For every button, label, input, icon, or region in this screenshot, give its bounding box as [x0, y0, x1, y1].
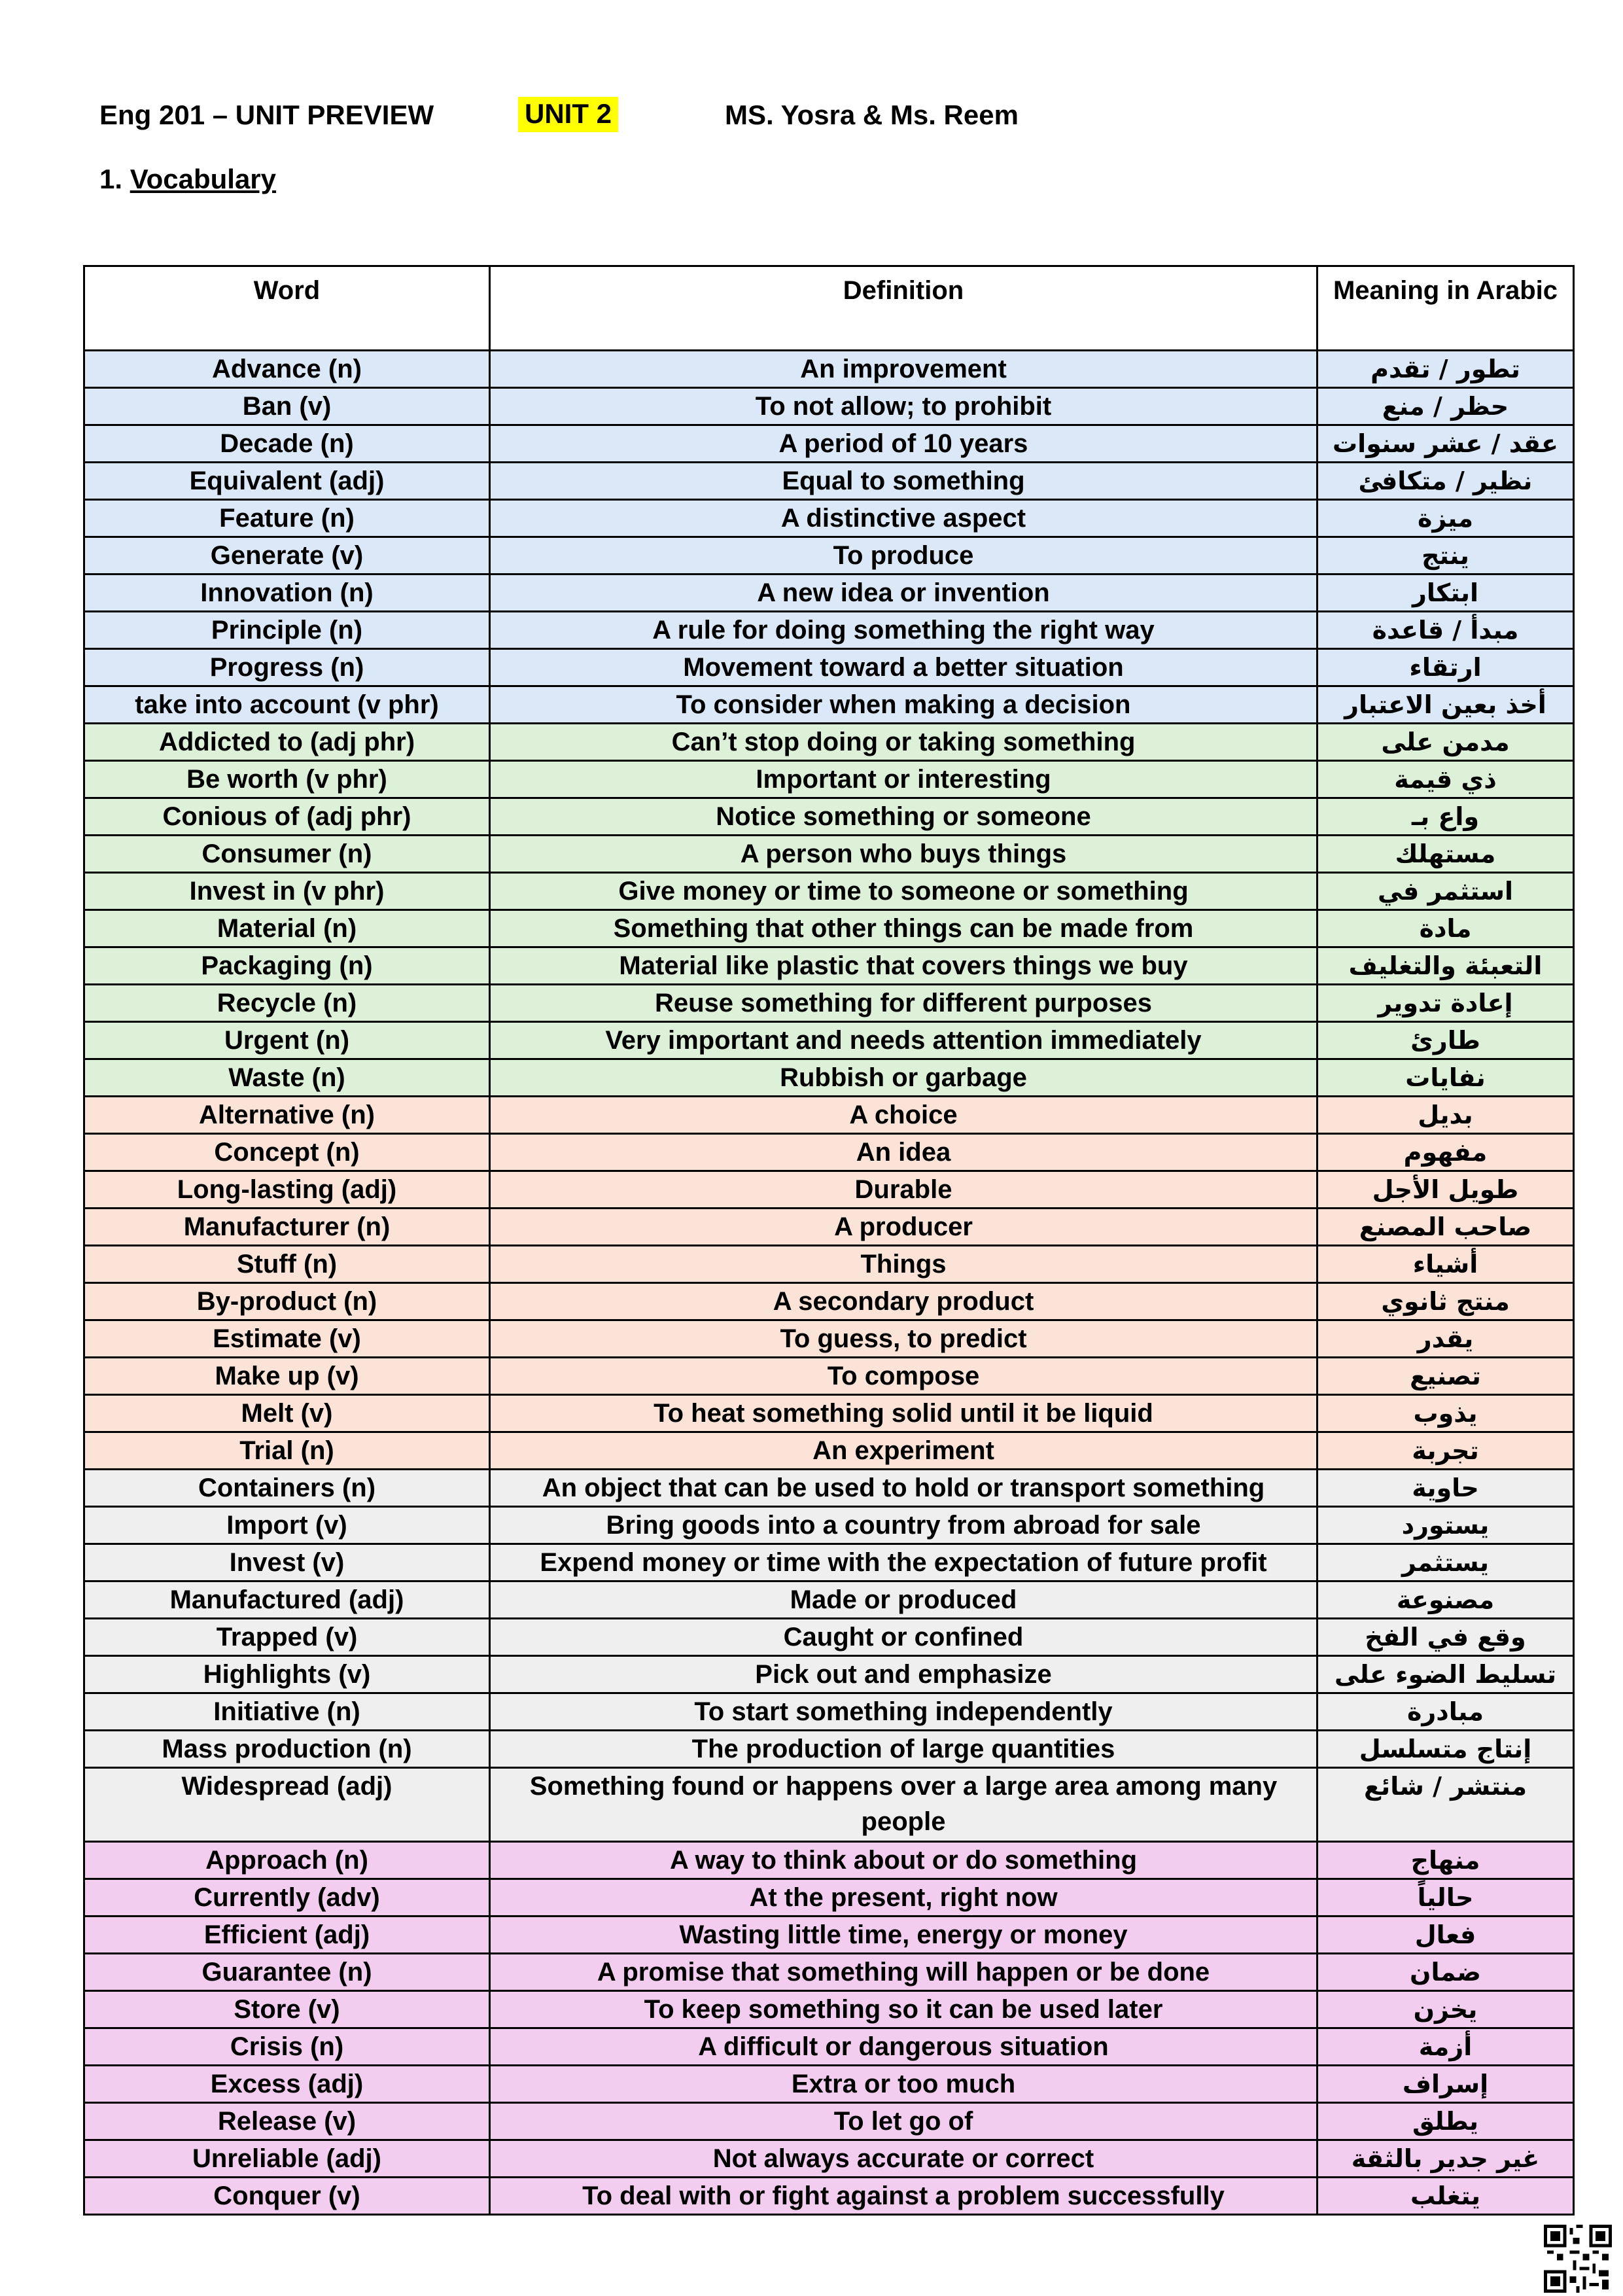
word-cell: Trapped (v)	[84, 1619, 490, 1656]
arabic-meaning-cell: نظير / متكافئ	[1318, 463, 1574, 500]
table-row	[84, 574, 1574, 612]
word-cell: Initiative (n)	[84, 1693, 490, 1731]
arabic-meaning-cell: حاوية	[1318, 1470, 1574, 1507]
definition-cell: An experiment	[490, 1432, 1318, 1470]
table-row	[84, 947, 1574, 985]
table-row	[84, 1619, 1574, 1656]
word-cell: Alternative (n)	[84, 1097, 490, 1134]
definition-cell: A person who buys things	[490, 836, 1318, 873]
definition-cell: To let go of	[490, 2103, 1318, 2140]
table-row	[84, 1693, 1574, 1731]
arabic-meaning-cell: منتج ثانوي	[1318, 1283, 1574, 1320]
arabic-meaning-cell: ذي قيمة	[1318, 761, 1574, 798]
definition-cell: To guess, to predict	[490, 1320, 1318, 1358]
definition-cell: Things	[490, 1246, 1318, 1283]
table-row	[84, 1395, 1574, 1432]
word-cell: Decade (n)	[84, 425, 490, 463]
word-cell: Invest in (v phr)	[84, 873, 490, 910]
table-row	[84, 1916, 1574, 1954]
definition-cell: A way to think about or do something	[490, 1842, 1318, 1879]
arabic-meaning-cell: طويل الأجل	[1318, 1171, 1574, 1209]
word-cell: Consumer (n)	[84, 836, 490, 873]
definition-cell: To start something independently	[490, 1693, 1318, 1731]
definition-cell: To deal with or fight against a problem successfully	[490, 2178, 1318, 2215]
table-row	[84, 1731, 1574, 1768]
definition-cell: Not always accurate or correct	[490, 2140, 1318, 2178]
word-cell: Equivalent (adj)	[84, 463, 490, 500]
word-cell: Currently (adv)	[84, 1879, 490, 1916]
word-cell: Melt (v)	[84, 1395, 490, 1432]
definition-cell: Equal to something	[490, 463, 1318, 500]
word-cell: Feature (n)	[84, 500, 490, 537]
definition-cell: Wasting little time, energy or money	[490, 1916, 1318, 1954]
arabic-meaning-cell: ضمان	[1318, 1954, 1574, 1991]
table-row	[84, 2140, 1574, 2178]
table-row	[84, 910, 1574, 947]
table-row	[84, 724, 1574, 761]
definition-cell: Something that other things can be made from	[490, 910, 1318, 947]
table-row	[84, 1320, 1574, 1358]
definition-cell: Extra or too much	[490, 2066, 1318, 2103]
word-cell: Progress (n)	[84, 649, 490, 686]
arabic-meaning-cell: أشياء	[1318, 1246, 1574, 1283]
word-cell: Efficient (adj)	[84, 1916, 490, 1954]
table-row	[84, 873, 1574, 910]
table-row	[84, 1358, 1574, 1395]
word-cell: Invest (v)	[84, 1544, 490, 1581]
word-cell: Conious of (adj phr)	[84, 798, 490, 836]
arabic-meaning-cell: إسراف	[1318, 2066, 1574, 2103]
section-heading	[99, 164, 276, 195]
word-cell: Addicted to (adj phr)	[84, 724, 490, 761]
word-cell: Urgent (n)	[84, 1022, 490, 1059]
table-row	[84, 1283, 1574, 1320]
word-cell: Make up (v)	[84, 1358, 490, 1395]
word-cell: Long-lasting (adj)	[84, 1171, 490, 1209]
definition-cell: An idea	[490, 1134, 1318, 1171]
table-row	[84, 1842, 1574, 1879]
definition-cell: Reuse something for different purposes	[490, 985, 1318, 1022]
word-cell: By-product (n)	[84, 1283, 490, 1320]
word-cell: Trial (n)	[84, 1432, 490, 1470]
arabic-meaning-cell: مصنوعة	[1318, 1581, 1574, 1619]
table-row	[84, 1171, 1574, 1209]
word-cell: Release (v)	[84, 2103, 490, 2140]
definition-cell: A producer	[490, 1209, 1318, 1246]
table-row	[84, 1097, 1574, 1134]
definition-cell: At the present, right now	[490, 1879, 1318, 1916]
arabic-meaning-cell: حظر / منع	[1318, 388, 1574, 425]
arabic-meaning-cell: يستثمر	[1318, 1544, 1574, 1581]
word-cell: Manufacturer (n)	[84, 1209, 490, 1246]
arabic-meaning-cell: أخذ بعين الاعتبار	[1318, 686, 1574, 724]
table-row	[84, 1134, 1574, 1171]
definition-cell: A choice	[490, 1097, 1318, 1134]
table-row	[84, 1768, 1574, 1842]
word-cell: Excess (adj)	[84, 2066, 490, 2103]
definition-cell: A rule for doing something the right way	[490, 612, 1318, 649]
word-cell: Stuff (n)	[84, 1246, 490, 1283]
table-row	[84, 1991, 1574, 2028]
definition-cell: A difficult or dangerous situation	[490, 2028, 1318, 2066]
arabic-meaning-cell: مبادرة	[1318, 1693, 1574, 1731]
word-cell: Highlights (v)	[84, 1656, 490, 1693]
definition-cell: Give money or time to someone or something	[490, 873, 1318, 910]
definition-cell: Caught or confined	[490, 1619, 1318, 1656]
table-row	[84, 1879, 1574, 1916]
definition-cell: A promise that something will happen or be done	[490, 1954, 1318, 1991]
vocabulary-table	[83, 265, 1575, 2216]
word-cell: take into account (v phr)	[84, 686, 490, 724]
table-row	[84, 537, 1574, 574]
arabic-meaning-cell: طارئ	[1318, 1022, 1574, 1059]
table-row	[84, 761, 1574, 798]
word-cell: Approach (n)	[84, 1842, 490, 1879]
definition-cell: To not allow; to prohibit	[490, 388, 1318, 425]
definition-cell: A period of 10 years	[490, 425, 1318, 463]
arabic-meaning-cell: مفهوم	[1318, 1134, 1574, 1171]
column-header-word: Word	[84, 266, 490, 351]
definition-cell: An object that can be used to hold or transport something	[490, 1470, 1318, 1507]
table-row	[84, 1656, 1574, 1693]
table-row	[84, 686, 1574, 724]
word-cell: Unreliable (adj)	[84, 2140, 490, 2178]
word-cell: Be worth (v phr)	[84, 761, 490, 798]
word-cell: Packaging (n)	[84, 947, 490, 985]
definition-cell: Material like plastic that covers things we buy	[490, 947, 1318, 985]
arabic-meaning-cell: وقع في الفخ	[1318, 1619, 1574, 1656]
definition-cell: A distinctive aspect	[490, 500, 1318, 537]
word-cell: Advance (n)	[84, 351, 490, 388]
word-cell: Conquer (v)	[84, 2178, 490, 2215]
arabic-meaning-cell: يخزن	[1318, 1991, 1574, 2028]
definition-cell: To compose	[490, 1358, 1318, 1395]
arabic-meaning-cell: يتغلب	[1318, 2178, 1574, 2215]
arabic-meaning-cell: نفايات	[1318, 1059, 1574, 1097]
word-cell: Innovation (n)	[84, 574, 490, 612]
word-cell: Material (n)	[84, 910, 490, 947]
table-row	[84, 1507, 1574, 1544]
table-header-row	[84, 266, 1574, 351]
arabic-meaning-cell: منتشر / شائع	[1318, 1768, 1574, 1842]
arabic-meaning-cell: واع بـ	[1318, 798, 1574, 836]
arabic-meaning-cell: تصنيع	[1318, 1358, 1574, 1395]
definition-cell: Something found or happens over a large area among many people	[490, 1768, 1318, 1842]
word-cell: Store (v)	[84, 1991, 490, 2028]
course-title: Eng 201 – UNIT PREVIEW	[99, 99, 434, 130]
arabic-meaning-cell: تجربة	[1318, 1432, 1574, 1470]
definition-cell: A secondary product	[490, 1283, 1318, 1320]
qr-code-icon	[1541, 2222, 1614, 2295]
word-cell: Generate (v)	[84, 537, 490, 574]
table-row	[84, 1954, 1574, 1991]
word-cell: Ban (v)	[84, 388, 490, 425]
table-row	[84, 1432, 1574, 1470]
arabic-meaning-cell: بديل	[1318, 1097, 1574, 1134]
word-cell: Crisis (n)	[84, 2028, 490, 2066]
definition-cell: Pick out and emphasize	[490, 1656, 1318, 1693]
table-row	[84, 425, 1574, 463]
arabic-meaning-cell: أزمة	[1318, 2028, 1574, 2066]
word-cell: Import (v)	[84, 1507, 490, 1544]
arabic-meaning-cell: صاحب المصنع	[1318, 1209, 1574, 1246]
arabic-meaning-cell: غير جدير بالثقة	[1318, 2140, 1574, 2178]
arabic-meaning-cell: إنتاج متسلسل	[1318, 1731, 1574, 1768]
word-cell: Recycle (n)	[84, 985, 490, 1022]
table-row	[84, 1022, 1574, 1059]
arabic-meaning-cell: تطور / تقدم	[1318, 351, 1574, 388]
definition-cell: Expend money or time with the expectation of future profit	[490, 1544, 1318, 1581]
table-row	[84, 351, 1574, 388]
section-title: Vocabulary	[130, 164, 277, 194]
word-cell: Mass production (n)	[84, 1731, 490, 1768]
definition-cell: To consider when making a decision	[490, 686, 1318, 724]
arabic-meaning-cell: فعال	[1318, 1916, 1574, 1954]
table-row	[84, 1209, 1574, 1246]
table-row	[84, 1246, 1574, 1283]
definition-cell: Very important and needs attention immediately	[490, 1022, 1318, 1059]
arabic-meaning-cell: منهاج	[1318, 1842, 1574, 1879]
definition-cell: Notice something or someone	[490, 798, 1318, 836]
vocabulary-table-body	[84, 351, 1574, 2215]
table-row	[84, 1581, 1574, 1619]
arabic-meaning-cell: مادة	[1318, 910, 1574, 947]
arabic-meaning-cell: حالياً	[1318, 1879, 1574, 1916]
table-row	[84, 463, 1574, 500]
table-row	[84, 1544, 1574, 1581]
table-row	[84, 1059, 1574, 1097]
arabic-meaning-cell: ينتج	[1318, 537, 1574, 574]
word-cell: Containers (n)	[84, 1470, 490, 1507]
arabic-meaning-cell: تسليط الضوء على	[1318, 1656, 1574, 1693]
table-row	[84, 612, 1574, 649]
definition-cell: Can’t stop doing or taking something	[490, 724, 1318, 761]
column-header-arabic: Meaning in Arabic	[1318, 266, 1574, 351]
arabic-meaning-cell: إعادة تدوير	[1318, 985, 1574, 1022]
arabic-meaning-cell: يذوب	[1318, 1395, 1574, 1432]
table-row	[84, 836, 1574, 873]
table-row	[84, 985, 1574, 1022]
table-row	[84, 2103, 1574, 2140]
arabic-meaning-cell: يقدر	[1318, 1320, 1574, 1358]
table-row	[84, 500, 1574, 537]
word-cell: Widespread (adj)	[84, 1768, 490, 1842]
definition-cell: Durable	[490, 1171, 1318, 1209]
definition-cell: The production of large quantities	[490, 1731, 1318, 1768]
definition-cell: Made or produced	[490, 1581, 1318, 1619]
arabic-meaning-cell: مبدأ / قاعدة	[1318, 612, 1574, 649]
arabic-meaning-cell: التعبئة والتغليف	[1318, 947, 1574, 985]
arabic-meaning-cell: يطلق	[1318, 2103, 1574, 2140]
arabic-meaning-cell: مدمن على	[1318, 724, 1574, 761]
arabic-meaning-cell: استثمر في	[1318, 873, 1574, 910]
definition-cell: To produce	[490, 537, 1318, 574]
arabic-meaning-cell: ميزة	[1318, 500, 1574, 537]
arabic-meaning-cell: يستورد	[1318, 1507, 1574, 1544]
word-cell: Waste (n)	[84, 1059, 490, 1097]
table-row	[84, 2178, 1574, 2215]
table-row	[84, 649, 1574, 686]
word-cell: Concept (n)	[84, 1134, 490, 1171]
definition-cell: Bring goods into a country from abroad for sale	[490, 1507, 1318, 1544]
definition-cell: Movement toward a better situation	[490, 649, 1318, 686]
column-header-definition: Definition	[490, 266, 1318, 351]
teachers-names: MS. Yosra & Ms. Reem	[725, 99, 1019, 130]
table-row	[84, 798, 1574, 836]
unit-label-highlighted: UNIT 2	[518, 97, 618, 132]
word-cell: Principle (n)	[84, 612, 490, 649]
definition-cell: A new idea or invention	[490, 574, 1318, 612]
word-cell: Manufactured (adj)	[84, 1581, 490, 1619]
table-row	[84, 2066, 1574, 2103]
definition-cell: Important or interesting	[490, 761, 1318, 798]
word-cell: Guarantee (n)	[84, 1954, 490, 1991]
section-number: 1.	[99, 164, 130, 194]
definition-cell: To heat something solid until it be liquid	[490, 1395, 1318, 1432]
table-row	[84, 388, 1574, 425]
definition-cell: To keep something so it can be used later	[490, 1991, 1318, 2028]
word-cell: Estimate (v)	[84, 1320, 490, 1358]
table-row	[84, 2028, 1574, 2066]
definition-cell: Rubbish or garbage	[490, 1059, 1318, 1097]
table-row	[84, 1470, 1574, 1507]
arabic-meaning-cell: عقد / عشر سنوات	[1318, 425, 1574, 463]
arabic-meaning-cell: ابتكار	[1318, 574, 1574, 612]
definition-cell: An improvement	[490, 351, 1318, 388]
arabic-meaning-cell: ارتقاء	[1318, 649, 1574, 686]
arabic-meaning-cell: مستهلك	[1318, 836, 1574, 873]
